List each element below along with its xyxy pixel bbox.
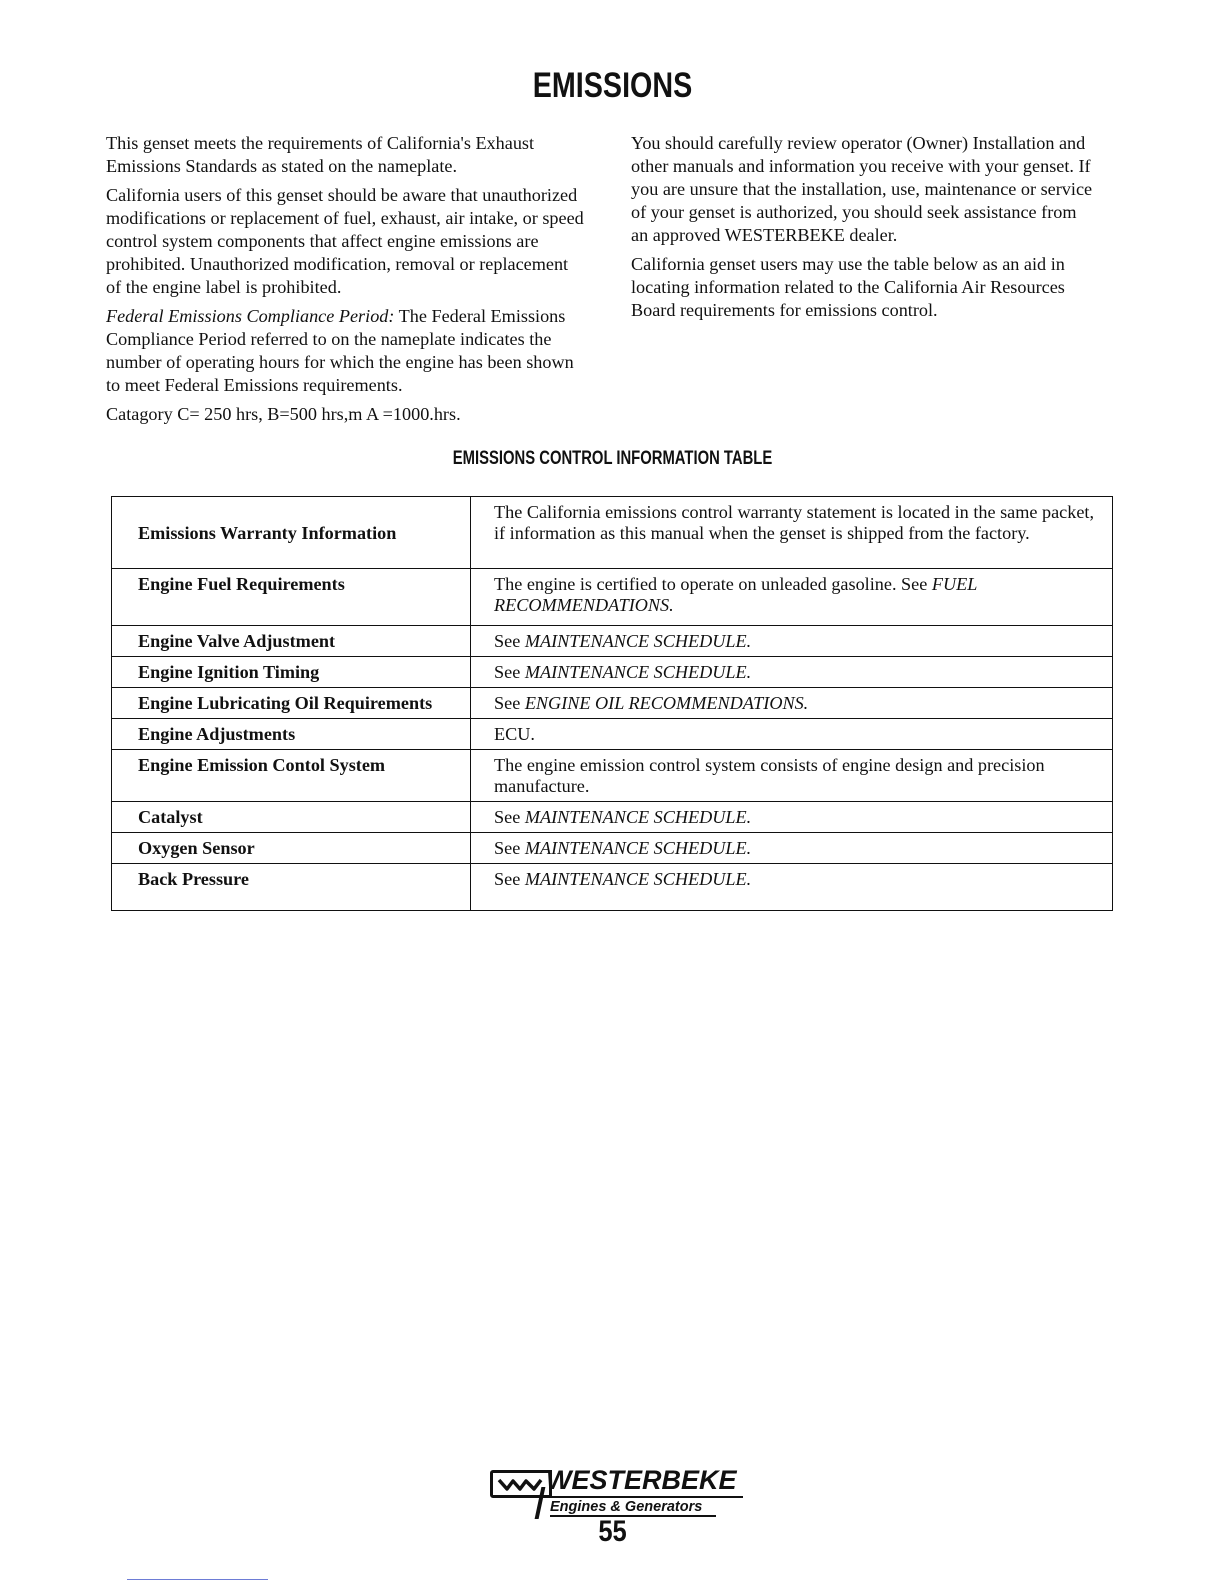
paragraph-category-hours: Catagory C= 250 hrs, B=500 hrs,m A =1000.hrs. bbox=[106, 404, 461, 424]
page-title: EMISSIONS bbox=[532, 66, 693, 105]
table-row bbox=[112, 569, 1113, 626]
row-value bbox=[471, 864, 1113, 911]
row-value bbox=[471, 833, 1113, 864]
table-row bbox=[112, 833, 1113, 864]
row-value bbox=[471, 626, 1113, 657]
row-value-text: See bbox=[494, 693, 525, 713]
row-value-reference: MAINTENANCE SCHEDULE. bbox=[524, 838, 752, 858]
row-label: Oxygen Sensor bbox=[112, 833, 471, 864]
row-value-reference: MAINTENANCE SCHEDULE. bbox=[524, 807, 752, 827]
logo-subtitle: Engines & Generators bbox=[550, 1499, 716, 1517]
row-value-text: The California emissions control warranty statement is located in the same packet, if information as this manual when the genset is shipped from the factory. bbox=[494, 502, 1095, 543]
paragraph-unauthorized-modifications: California users of this genset should be aware that unauthorized modifications or replacement of fuel, exhaust, air intake, or speed control system components that affect engine emissions are prohibited. Unauthorized modification, removal or replacement of the engine label is prohibited. bbox=[106, 185, 584, 297]
row-value-text: See bbox=[494, 869, 525, 889]
paragraph-compliance-period bbox=[106, 305, 586, 397]
emissions-control-table bbox=[111, 496, 1113, 911]
row-value-text: The engine is certified to operate on unleaded gasoline. See bbox=[494, 574, 932, 594]
paragraph-review-manuals: You should carefully review operator (Owner) Installation and other manuals and information you receive with your genset. If you are unsure that the installation, use, maintenance or service of your genset is authorized, you should seek assistance from an approved WESTERBEKE dealer. bbox=[631, 133, 1093, 245]
table-title: EMISSIONS CONTROL INFORMATION TABLE bbox=[452, 448, 773, 469]
row-value bbox=[471, 657, 1113, 688]
row-label: Engine Lubricating Oil Requirements bbox=[112, 688, 471, 719]
table-row bbox=[112, 626, 1113, 657]
table-row bbox=[112, 802, 1113, 833]
row-value bbox=[471, 719, 1113, 750]
row-value-reference: MAINTENANCE SCHEDULE. bbox=[524, 662, 752, 682]
row-value-text: See bbox=[494, 662, 525, 682]
compliance-period-text: The Federal Emissions Compliance Period referred to on the nameplate indicates the number of operating hours for which the engine has been shown to meet Federal Emissions requirements. bbox=[106, 306, 574, 395]
compliance-period-label: Federal Emissions Compliance Period: bbox=[106, 306, 395, 326]
row-label: Emissions Warranty Information bbox=[112, 497, 471, 569]
row-label: Engine Fuel Requirements bbox=[112, 569, 471, 626]
row-label: Engine Ignition Timing bbox=[112, 657, 471, 688]
paragraph-genset-requirements: This genset meets the requirements of California's Exhaust Emissions Standards as stated on the nameplate. bbox=[106, 133, 535, 176]
row-value-text: See bbox=[494, 838, 525, 858]
row-label: Engine Valve Adjustment bbox=[112, 626, 471, 657]
row-value bbox=[471, 497, 1113, 569]
table-row bbox=[112, 750, 1113, 802]
paragraph-table-aid: California genset users may use the table below as an aid in locating information related to the California Air Resources Board requirements for emissions control. bbox=[631, 254, 1065, 320]
row-value-text: ECU. bbox=[494, 724, 535, 744]
row-value-reference: ENGINE OIL RECOMMENDATIONS. bbox=[524, 693, 809, 713]
table-row bbox=[112, 864, 1113, 911]
table-row bbox=[112, 688, 1113, 719]
table-row bbox=[112, 657, 1113, 688]
row-value-text: The engine emission control system consists of engine design and precision manufacture. bbox=[494, 755, 1045, 796]
row-label: Catalyst bbox=[112, 802, 471, 833]
row-value bbox=[471, 688, 1113, 719]
row-value-text: See bbox=[494, 807, 525, 827]
right-column bbox=[631, 132, 1096, 328]
row-value-reference: FUEL RECOMMENDATIONS. bbox=[494, 574, 977, 615]
table-row bbox=[112, 497, 1113, 569]
row-value-reference: MAINTENANCE SCHEDULE. bbox=[524, 869, 752, 889]
footer-rule bbox=[127, 1579, 268, 1580]
row-value bbox=[471, 750, 1113, 802]
table-row bbox=[112, 719, 1113, 750]
left-column bbox=[106, 132, 586, 432]
row-label: Back Pressure bbox=[112, 864, 471, 911]
row-value bbox=[471, 569, 1113, 626]
row-label: Engine Adjustments bbox=[112, 719, 471, 750]
row-value-text: See bbox=[494, 631, 525, 651]
row-value-reference: MAINTENANCE SCHEDULE. bbox=[524, 631, 752, 651]
page-number: 55 bbox=[598, 1515, 627, 1548]
row-value bbox=[471, 802, 1113, 833]
logo-brand-name: WESTERBEKE bbox=[546, 1465, 743, 1498]
row-label: Engine Emission Contol System bbox=[112, 750, 471, 802]
